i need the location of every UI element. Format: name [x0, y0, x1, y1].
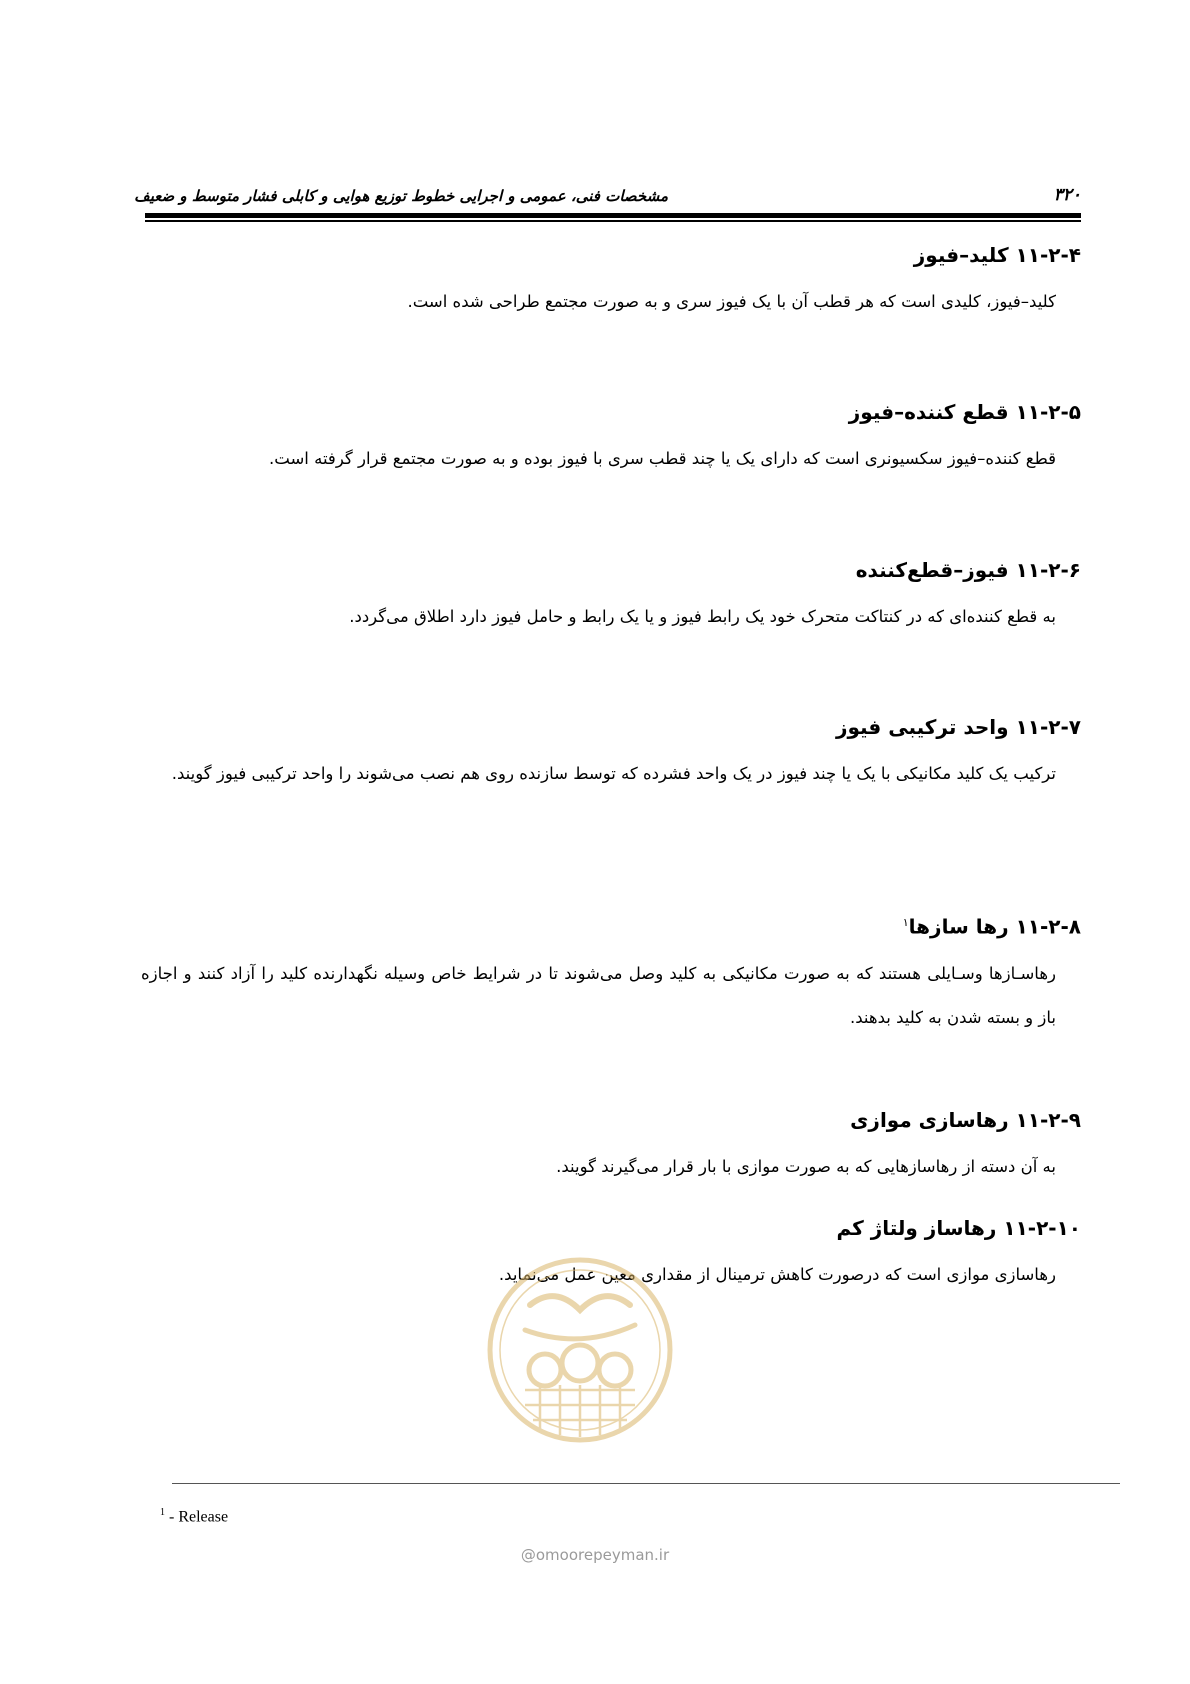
section-fuse-switch: [141, 240, 1081, 324]
section-body: رهاسـازها وسـایلی هستند که به صورت مکانیکی به کلید وصل می‌شوند تا در شرایط خاص وسیله نگهدارنده کلید را آزاد کنند و اجازه باز و بسته شدن به کلید بدهند.: [141, 963, 1056, 1027]
footnote-ref: ۱: [902, 916, 909, 929]
section-heading: ۱۱-۲-۱۰ رهاساز ولتاژ کم: [836, 1216, 1081, 1240]
section-body: کلید–فیوز، کلیدی است که هر قطب آن با یک فیوز سری و به صورت مجتمع طراحی شده است.: [407, 292, 1056, 311]
footnote-number: 1: [160, 1507, 165, 1518]
section-disconnector-fuse: [141, 397, 1081, 481]
section-heading: ۱۱-۲-۵ قطع کننده–فیوز: [848, 400, 1081, 424]
section-heading: ۱۱-۲-۶ فیوز–قطع‌کننده: [855, 558, 1081, 582]
footnote-text: - Release: [165, 1508, 229, 1526]
footnote-rule: [172, 1483, 1120, 1484]
header-rule-thin: [145, 220, 1081, 222]
section-body: به قطع کننده‌ای که در کنتاکت متحرک خود یک رابط فیوز و یا یک رابط و حامل فیوز دارد اطلاق می‌گردد.: [349, 607, 1056, 626]
section-body: قطع کننده–فیوز سکسیونری است که دارای یک یا چند قطب سری با فیوز بوده و به صورت مجتمع قرار گرفته است.: [269, 449, 1056, 468]
section-heading: [141, 908, 1081, 942]
section-fuse-disconnector: [141, 555, 1081, 639]
section-releases: [141, 908, 1081, 1040]
section-body: به آن دسته از رهاسازهایی که به صورت موازی با بار قرار می‌گیرند گویند.: [556, 1157, 1056, 1176]
page-number: ۳۲۰: [1053, 185, 1081, 205]
section-heading: ۱۱-۲-۴ کلید–فیوز: [913, 243, 1081, 267]
section-body: ترکیب یک کلید مکانیکی با یک یا چند فیوز در یک واحد فشرده که توسط سازنده روی هم نصب می‌شوند را واحد ترکیبی فیوز گویند.: [171, 764, 1056, 783]
section-heading: ۱۱-۲-۷ واحد ترکیبی فیوز: [835, 715, 1081, 739]
section-shunt-release: [141, 1105, 1081, 1189]
section-fuse-combination-unit: [141, 712, 1081, 796]
header-rule-thick: [145, 213, 1081, 218]
watermark-url: @omoorepeyman.ir: [520, 1546, 670, 1564]
footnote: [160, 1507, 228, 1526]
watermark-seal-icon: [485, 1255, 675, 1445]
page-header: [134, 183, 1081, 213]
section-heading-text: ۱۱-۲-۸ رها سازها: [908, 914, 1081, 939]
section-heading: ۱۱-۲-۹ رهاسازی موازی: [850, 1108, 1081, 1132]
header-title: مشخصات فنی، عمومی و اجرایی خطوط توزیع هوایی و کابلی فشار متوسط و ضعیف: [134, 187, 668, 205]
section-body: رهاسازی موازی است که درصورت کاهش ترمینال از مقداری معین عمل می‌نماید.: [498, 1265, 1056, 1284]
